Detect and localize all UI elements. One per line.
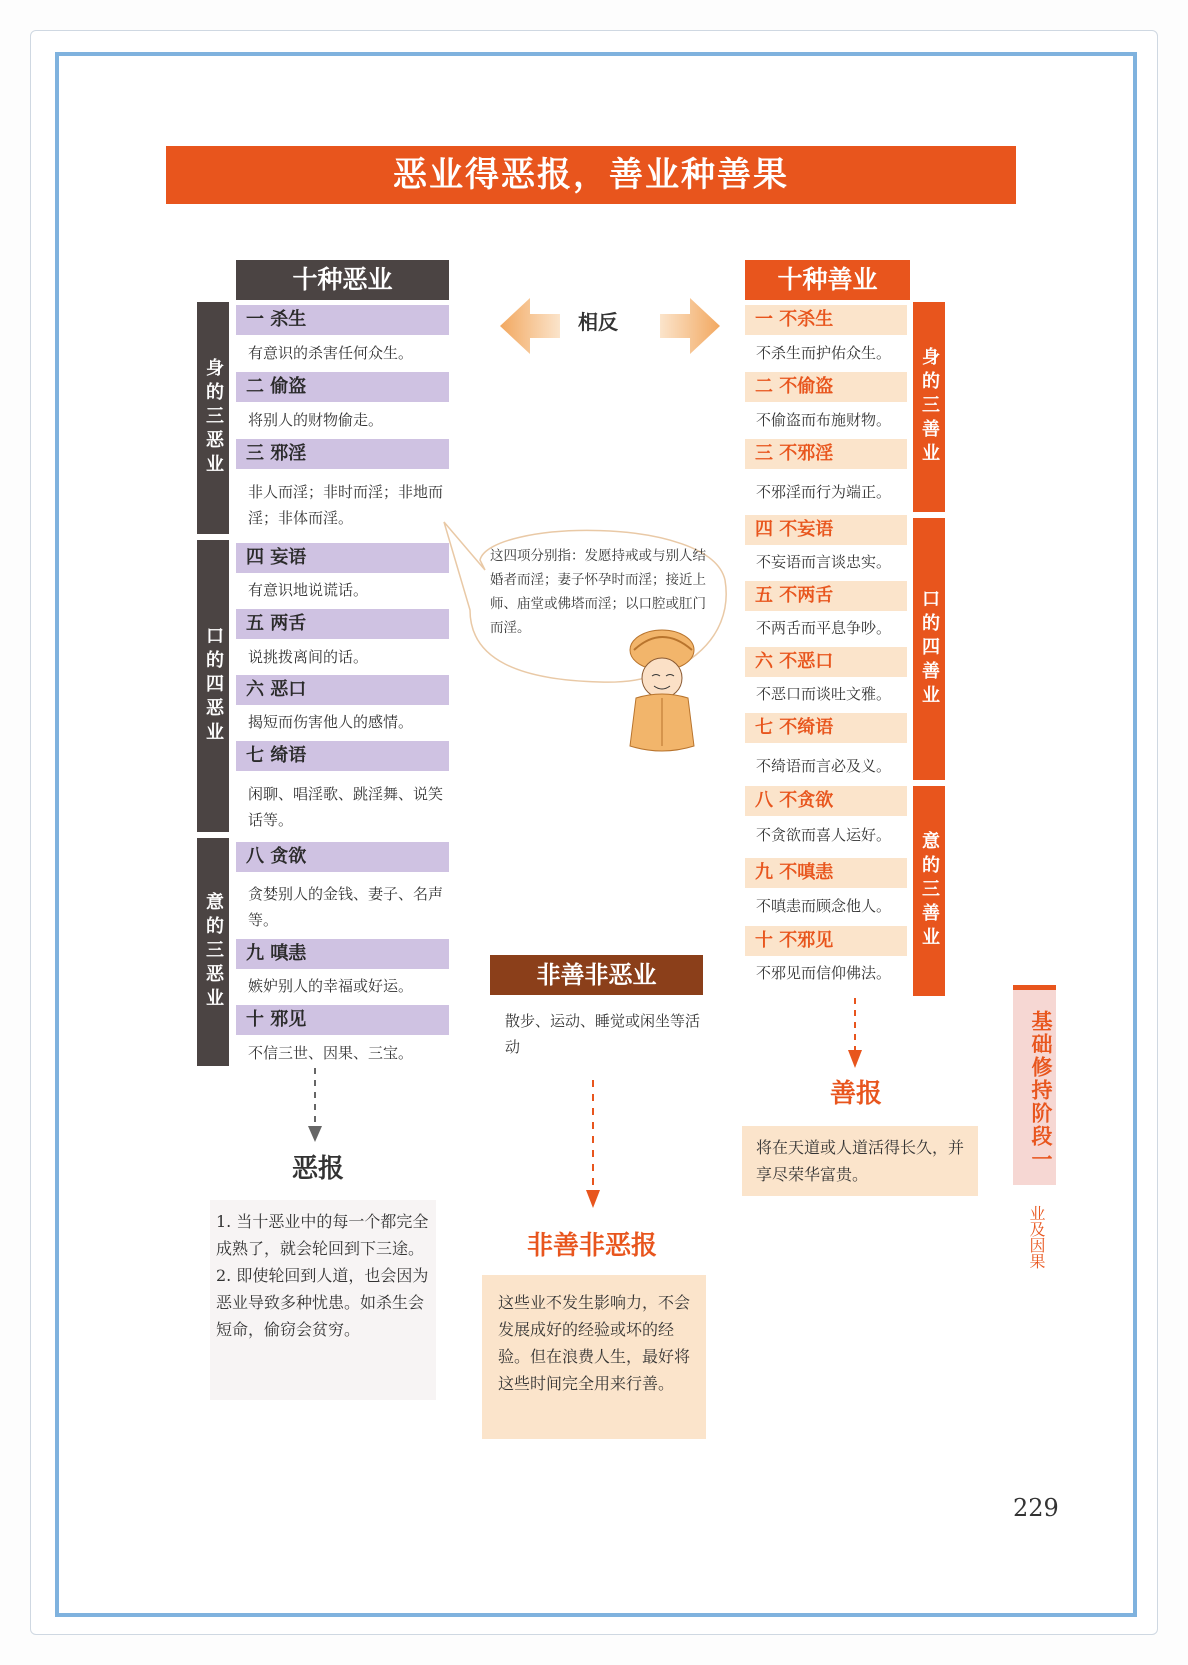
- good-deeds-header: 十种善业: [745, 260, 910, 300]
- good-down-arrow-icon: [845, 998, 865, 1070]
- good-item-desc: 不邪见而信仰佛法。: [756, 964, 892, 982]
- good-item-desc: 不邪淫而行为端正。: [756, 483, 892, 501]
- evil-item-desc: 揭短而伤害他人的感情。: [248, 713, 414, 731]
- evil-item-desc: 说挑拨离间的话。: [248, 648, 369, 666]
- good-item-desc: 不嗔恚而顾念他人。: [756, 897, 892, 915]
- evil-result-box: [210, 1200, 436, 1400]
- good-item-desc: 不妄语而言谈忠实。: [756, 553, 892, 571]
- good-item-title: 五 不两舌: [745, 581, 907, 611]
- evil-deeds-header: 十种恶业: [236, 260, 449, 300]
- evil-item-title: 一 杀生: [236, 305, 449, 335]
- evil-item-desc: 非人而淫；非时而淫；非地而淫；非体而淫。: [248, 483, 444, 527]
- group-label-speech-evil: 口的四恶业: [197, 540, 229, 832]
- section-side-label: 业及因果: [1027, 1205, 1046, 1269]
- evil-item-title: 八 贪欲: [236, 842, 449, 872]
- opposite-label: 相反: [578, 310, 618, 334]
- neutral-down-arrow-icon: [583, 1080, 603, 1210]
- evil-item-title: 二 偷盗: [236, 372, 449, 402]
- evil-item-desc: 将别人的财物偷走。: [248, 411, 384, 429]
- group-label-body-evil: 身的三恶业: [197, 302, 229, 534]
- left-arrow-icon: [500, 298, 560, 354]
- evil-item-desc: 闲聊、唱淫歌、跳淫舞、说笑话等。: [248, 785, 444, 829]
- page-title: 恶业得恶报，善业种善果: [166, 146, 1016, 204]
- evil-item-title: 四 妄语: [236, 543, 449, 573]
- neutral-result-title: 非善非恶报: [527, 1231, 658, 1261]
- evil-item-title: 三 邪淫: [236, 439, 449, 469]
- good-result-box: 将在天道或人道活得长久，并享尽荣华富贵。: [742, 1126, 978, 1196]
- good-item-title: 七 不绮语: [745, 713, 907, 743]
- good-item-title: 九 不嗔恚: [745, 858, 907, 888]
- evil-result-title: 恶报: [292, 1154, 345, 1184]
- good-item-title: 八 不贪欲: [745, 786, 907, 816]
- good-item-title: 六 不恶口: [745, 647, 907, 677]
- good-item-desc: 不杀生而护佑众生。: [756, 344, 892, 362]
- group-label-body-good: 身的三善业: [913, 302, 945, 512]
- evil-item-title: 十 邪见: [236, 1005, 449, 1035]
- good-item-desc: 不两舌而平息争吵。: [756, 619, 892, 637]
- group-label-mind-good: 意的三善业: [913, 786, 945, 996]
- good-item-title: 三 不邪淫: [745, 439, 907, 469]
- chapter-side-tab: 基础修持阶段一: [1013, 985, 1056, 1185]
- evil-item-title: 九 嗔恚: [236, 939, 449, 969]
- evil-item-desc: 嫉妒别人的幸福或好运。: [248, 977, 414, 995]
- evil-result-point-1: 1. 当十恶业中的每一个都完全成熟了，就会轮回到下三途。: [216, 1212, 429, 1258]
- good-item-desc: 不贪欲而喜人运好。: [756, 826, 892, 844]
- evil-item-desc: 不信三世、因果、三宝。: [248, 1044, 414, 1062]
- right-arrow-icon: [660, 298, 720, 354]
- good-item-title: 一 不杀生: [745, 305, 907, 335]
- good-item-title: 四 不妄语: [745, 515, 907, 545]
- evil-down-arrow-icon: [305, 1068, 325, 1144]
- good-item-desc: 不偷盗而布施财物。: [756, 411, 892, 429]
- evil-item-title: 七 绮语: [236, 741, 449, 771]
- bubble-note: 这四项分别指：发愿持戒或与别人结婚者而淫；妻子怀孕时而淫；接近上师、庙堂或佛塔而淫；以口腔或肛门而淫。: [490, 548, 706, 636]
- group-label-speech-good: 口的四善业: [913, 518, 945, 780]
- evil-item-desc: 有意识的杀害任何众生。: [248, 344, 414, 362]
- good-result-title: 善报: [830, 1079, 883, 1109]
- evil-item-desc: 贪婪别人的金钱、妻子、名声等。: [248, 885, 444, 929]
- page-number: 229: [1013, 1494, 1059, 1522]
- evil-item-title: 五 两舌: [236, 609, 449, 639]
- neutral-deeds-desc: 散步、运动、睡觉或闲坐等活动: [505, 1012, 701, 1056]
- neutral-result-box: 这些业不发生影响力，不会发展成好的经验或坏的经验。但在浪费人生，最好将这些时间完全用来行善。: [482, 1275, 706, 1439]
- monk-illustration-icon: [622, 628, 710, 758]
- good-item-title: 二 不偷盗: [745, 372, 907, 402]
- good-item-desc: 不绮语而言必及义。: [756, 757, 892, 775]
- group-label-mind-evil: 意的三恶业: [197, 838, 229, 1066]
- neutral-deeds-header: 非善非恶业: [490, 955, 703, 995]
- good-item-desc: 不恶口而谈吐文雅。: [756, 685, 892, 703]
- evil-item-desc: 有意识地说谎话。: [248, 581, 369, 599]
- evil-item-title: 六 恶口: [236, 675, 449, 705]
- evil-result-point-2: 2. 即使轮回到人道，也会因为恶业导致多种忧患。如杀生会短命，偷窃会贫穷。: [216, 1266, 429, 1339]
- good-item-title: 十 不邪见: [745, 926, 907, 956]
